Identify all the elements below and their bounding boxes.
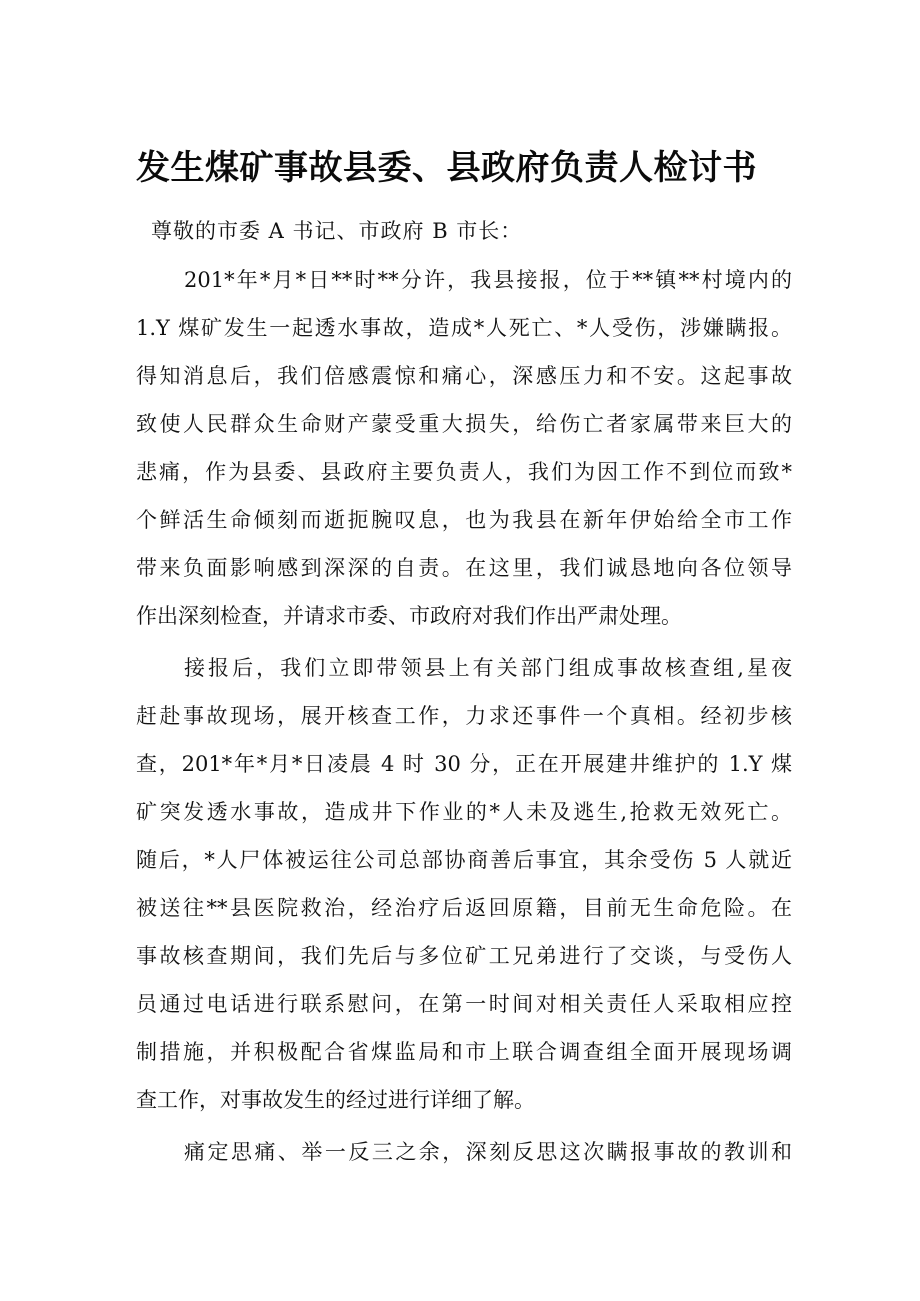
paragraph-1 [136,256,792,640]
text-line: 致使人民群众生命财产蒙受重大损失，给伤亡者家属带来巨大的 [136,412,792,436]
text-line: 查工作，对事故发生的经过进行详细了解。 [136,1088,535,1112]
text-line: 赶赴事故现场，展开核查工作，力求还事件一个真相。经初步核 [136,704,792,728]
text-line: 制措施，并积极配合省煤监局和市上联合调查组全面开展现场调 [136,1040,792,1064]
document-body [136,256,792,1180]
text-line: 悲痛，作为县委、县政府主要负责人，我们为因工作不到位而致* [136,460,792,484]
document-title: 发生煤矿事故县委、县政府负责人检讨书 [136,148,757,188]
paragraph-3 [136,1128,792,1176]
text-line: 痛定思痛、举一反三之余，深刻反思这次瞒报事故的教训和 [184,1140,792,1164]
text-line: 作出深刻检查，并请求市委、市政府对我们作出严肃处理。 [136,604,682,628]
text-line: 带来负面影响感到深深的自责。在这里，我们诚恳地向各位领导 [136,556,792,580]
paragraph-2 [136,644,792,1124]
text-line: 矿突发透水事故，造成井下作业的*人未及逃生,抢救无效死亡。 [136,800,792,824]
text-line: 接报后，我们立即带领县上有关部门组成事故核查组,星夜 [184,656,792,680]
text-line: 个鲜活生命倾刻而逝扼腕叹息，也为我县在新年伊始给全市工作 [136,508,792,532]
text-line: 1.Y 煤矿发生一起透水事故，造成*人死亡、*人受伤，涉嫌瞒报。 [136,316,792,340]
text-line: 事故核查期间，我们先后与多位矿工兄弟进行了交谈，与受伤人 [136,944,792,968]
text-line: 随后，*人尸体被运往公司总部协商善后事宜，其余受伤 5 人就近 [136,848,792,872]
text-line: 被送往**县医院救治，经治疗后返回原籍，目前无生命危险。在 [136,896,792,920]
salutation: 尊敬的市委 A 书记、市政府 B 市长： [151,219,523,243]
text-line: 员通过电话进行联系慰问，在第一时间对相关责任人采取相应控 [136,992,792,1016]
text-line: 得知消息后，我们倍感震惊和痛心，深感压力和不安。这起事故 [136,364,792,388]
text-line: 查，201*年*月*日凌晨 4 时 30 分，正在开展建井维护的 1.Y 煤 [136,752,792,776]
text-line: 201*年*月*日**时**分许，我县接报，位于**镇**村境内的 [184,268,792,292]
